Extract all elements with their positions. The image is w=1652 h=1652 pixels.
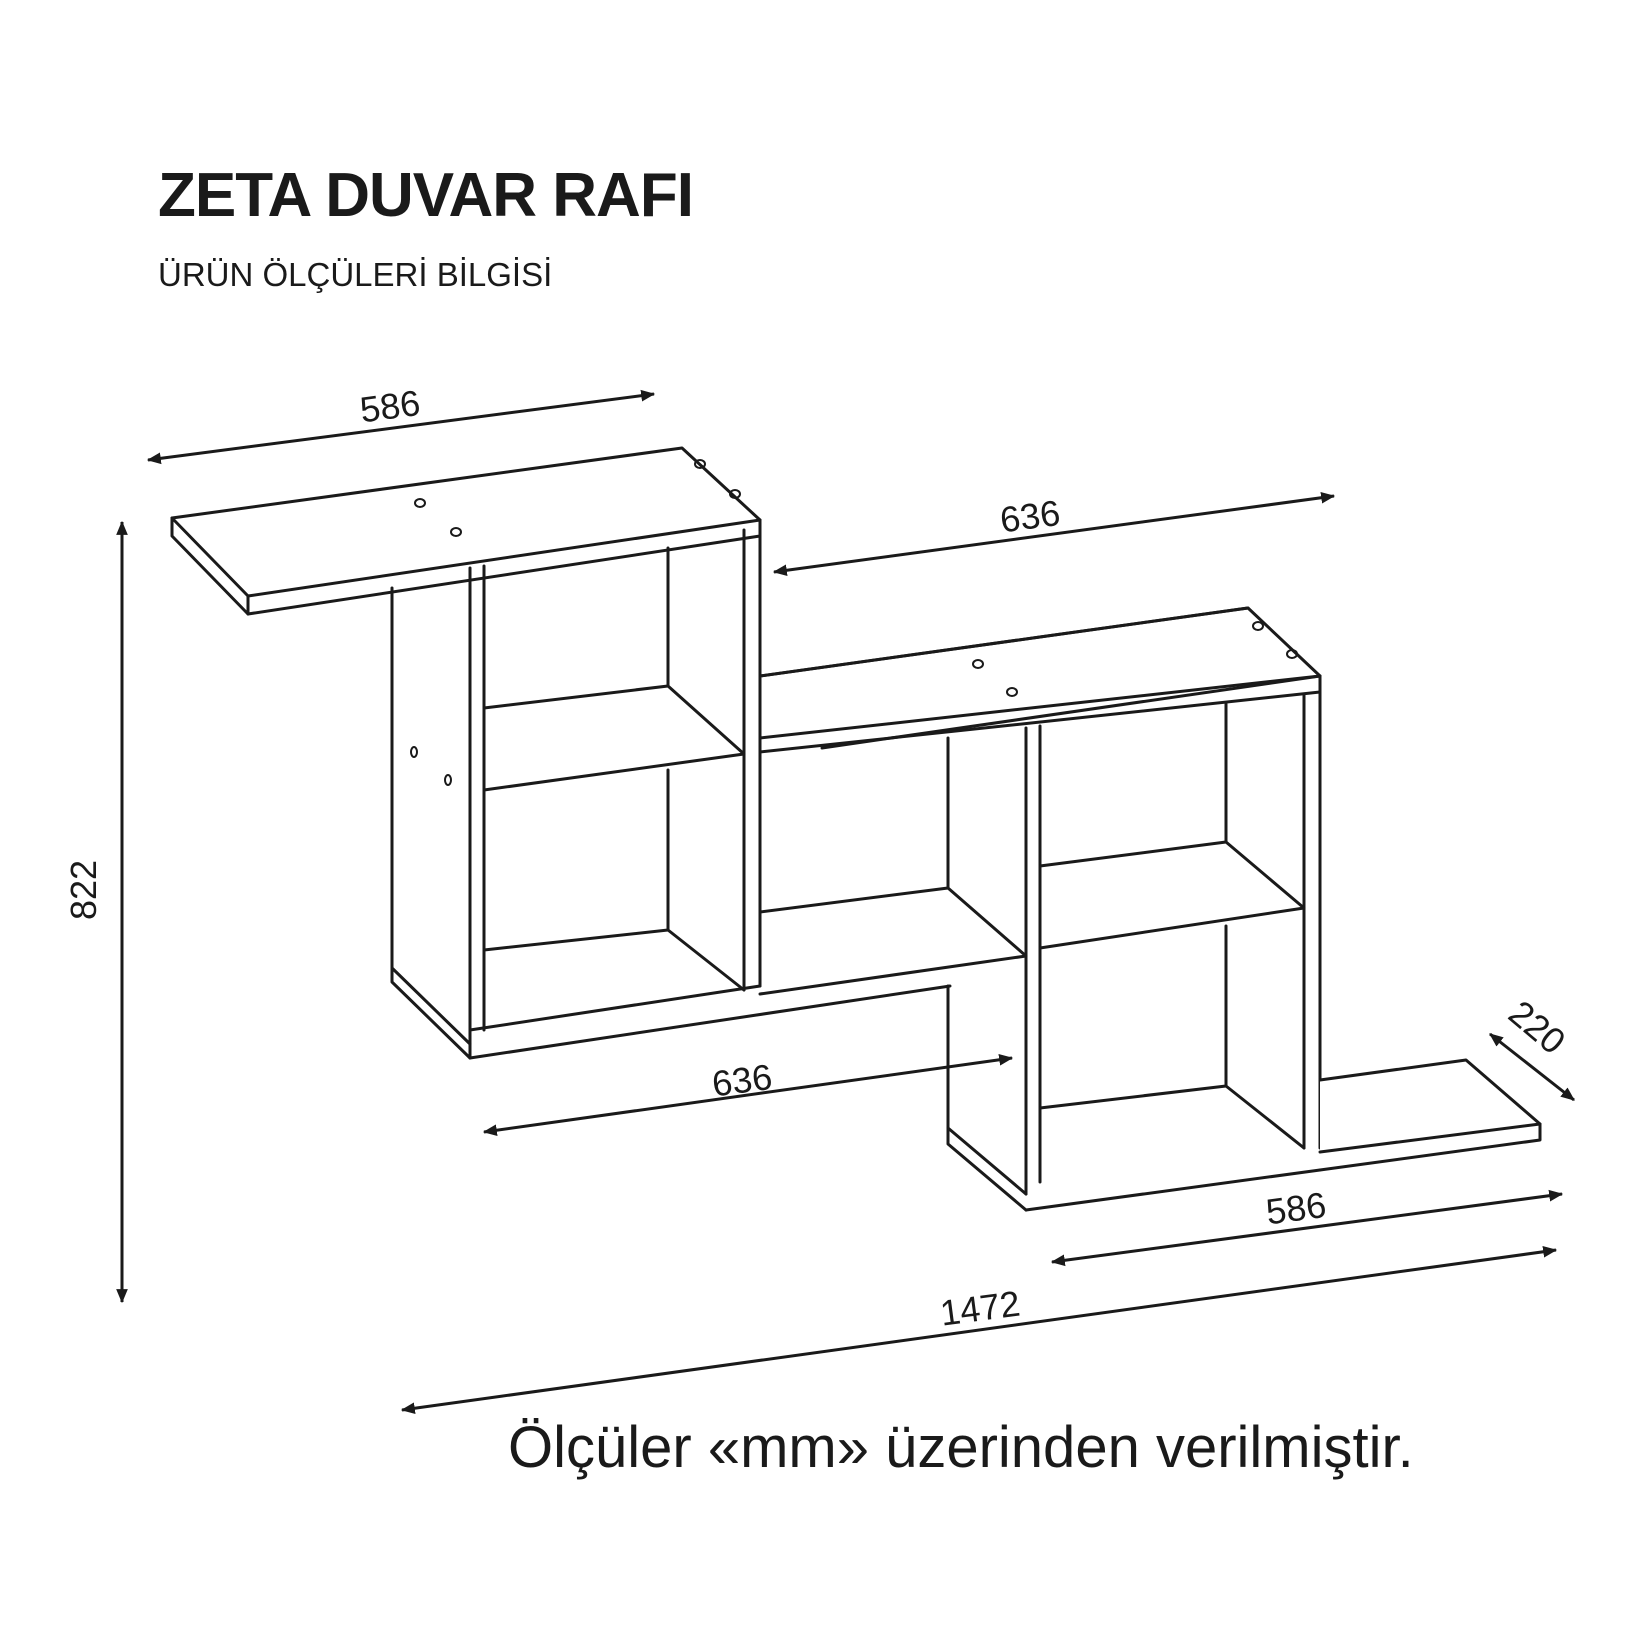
label-total-width: 1472 <box>937 1282 1023 1334</box>
bottom-board <box>1320 1060 1540 1170</box>
middle-compartment <box>760 738 1026 1128</box>
product-subtitle: ÜRÜN ÖLÇÜLERİ BİLGİSİ <box>158 256 553 293</box>
units-note: Ölçüler «mm» üzerinden verilmiştir. <box>508 1415 1414 1480</box>
label-lower-mid-width: 636 <box>709 1055 775 1105</box>
label-upper-mid-width: 636 <box>997 491 1063 541</box>
product-title: ZETA DUVAR RAFI <box>158 161 693 230</box>
left-side-panel <box>392 588 470 1044</box>
label-top-width: 586 <box>357 381 423 431</box>
right-cube <box>948 692 1320 1210</box>
label-total-height: 822 <box>63 859 104 920</box>
arrow-total-width <box>402 1250 1556 1410</box>
label-depth: 220 <box>1501 992 1574 1063</box>
top-board <box>172 448 760 614</box>
label-bottom-width: 586 <box>1263 1183 1329 1233</box>
